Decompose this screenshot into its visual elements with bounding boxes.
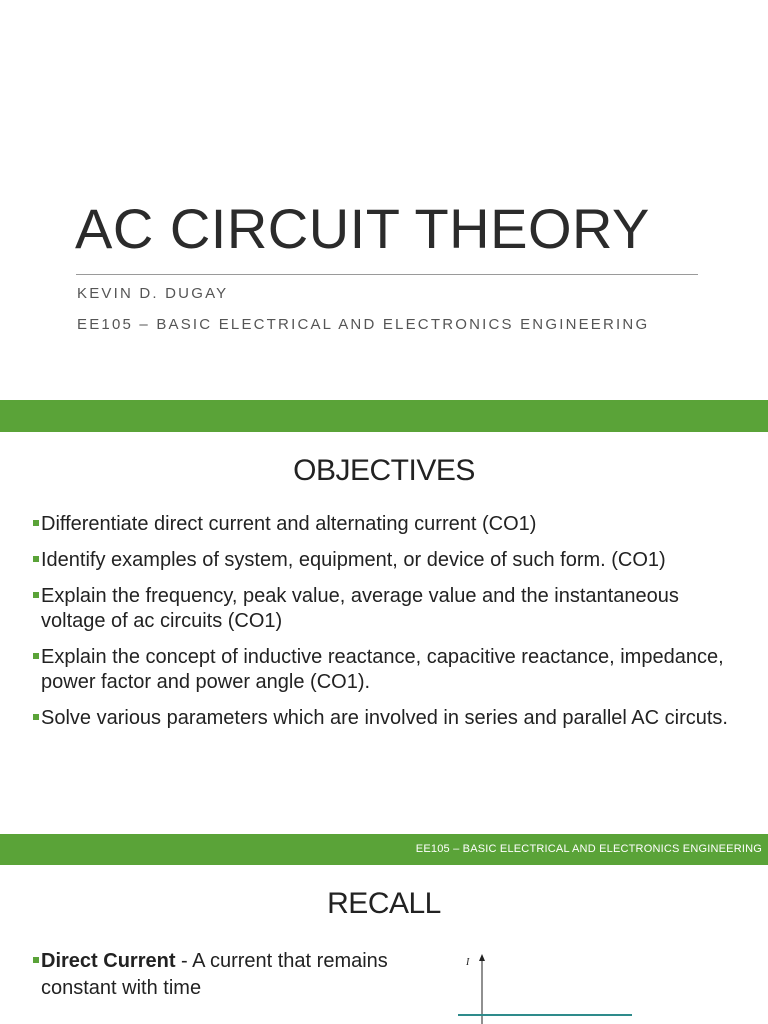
term-label: Direct Current (41, 950, 176, 972)
graph-axis-label: I (466, 957, 470, 968)
arrow-up-icon (479, 954, 485, 961)
recall-heading: RECALL (327, 887, 441, 920)
list-item (33, 548, 733, 573)
title-divider (76, 274, 698, 275)
objective-text: Identify examples of system, equipment, or device of such form. (CO1) (41, 549, 666, 571)
list-item (33, 512, 733, 537)
objective-text: Explain the frequency, peak value, average value and the instantaneous voltage of ac circuits (CO1) (41, 585, 679, 632)
recall-slide (0, 865, 768, 1024)
dc-current-graph (450, 945, 650, 1024)
slide-title: AC CIRCUIT THEORY (75, 197, 650, 260)
footer-course-label: EE105 – BASIC ELECTRICAL AND ELECTRONICS ENGINEERING (415, 843, 762, 855)
definition-text: - A current that remains constant with time (41, 950, 388, 999)
bullet-square-icon (33, 592, 39, 598)
slide-separator-band (0, 400, 768, 432)
bullet-square-icon (33, 957, 39, 963)
list-item (33, 584, 733, 634)
bullet-square-icon (33, 520, 39, 526)
author-name: KEVIN D. DUGAY (77, 285, 229, 302)
objective-text: Differentiate direct current and alternating current (CO1) (41, 513, 537, 535)
bullet-square-icon (33, 653, 39, 659)
objective-text: Explain the concept of inductive reactance, capacitive reactance, impedance, power factor and power angle (CO1). (41, 646, 724, 693)
title-slide (0, 0, 768, 400)
bullet-square-icon (33, 714, 39, 720)
bullet-square-icon (33, 556, 39, 562)
objectives-heading: OBJECTIVES (293, 454, 475, 487)
objectives-list (33, 512, 733, 742)
objectives-slide (0, 432, 768, 834)
list-item (33, 706, 733, 731)
slide-footer-band (0, 834, 768, 865)
course-name: EE105 – BASIC ELECTRICAL AND ELECTRONICS ENGINEERING (77, 316, 650, 333)
direct-current-definition (33, 948, 441, 1002)
objective-text: Solve various parameters which are involved in series and parallel AC circuts. (41, 707, 728, 729)
list-item (33, 645, 733, 695)
